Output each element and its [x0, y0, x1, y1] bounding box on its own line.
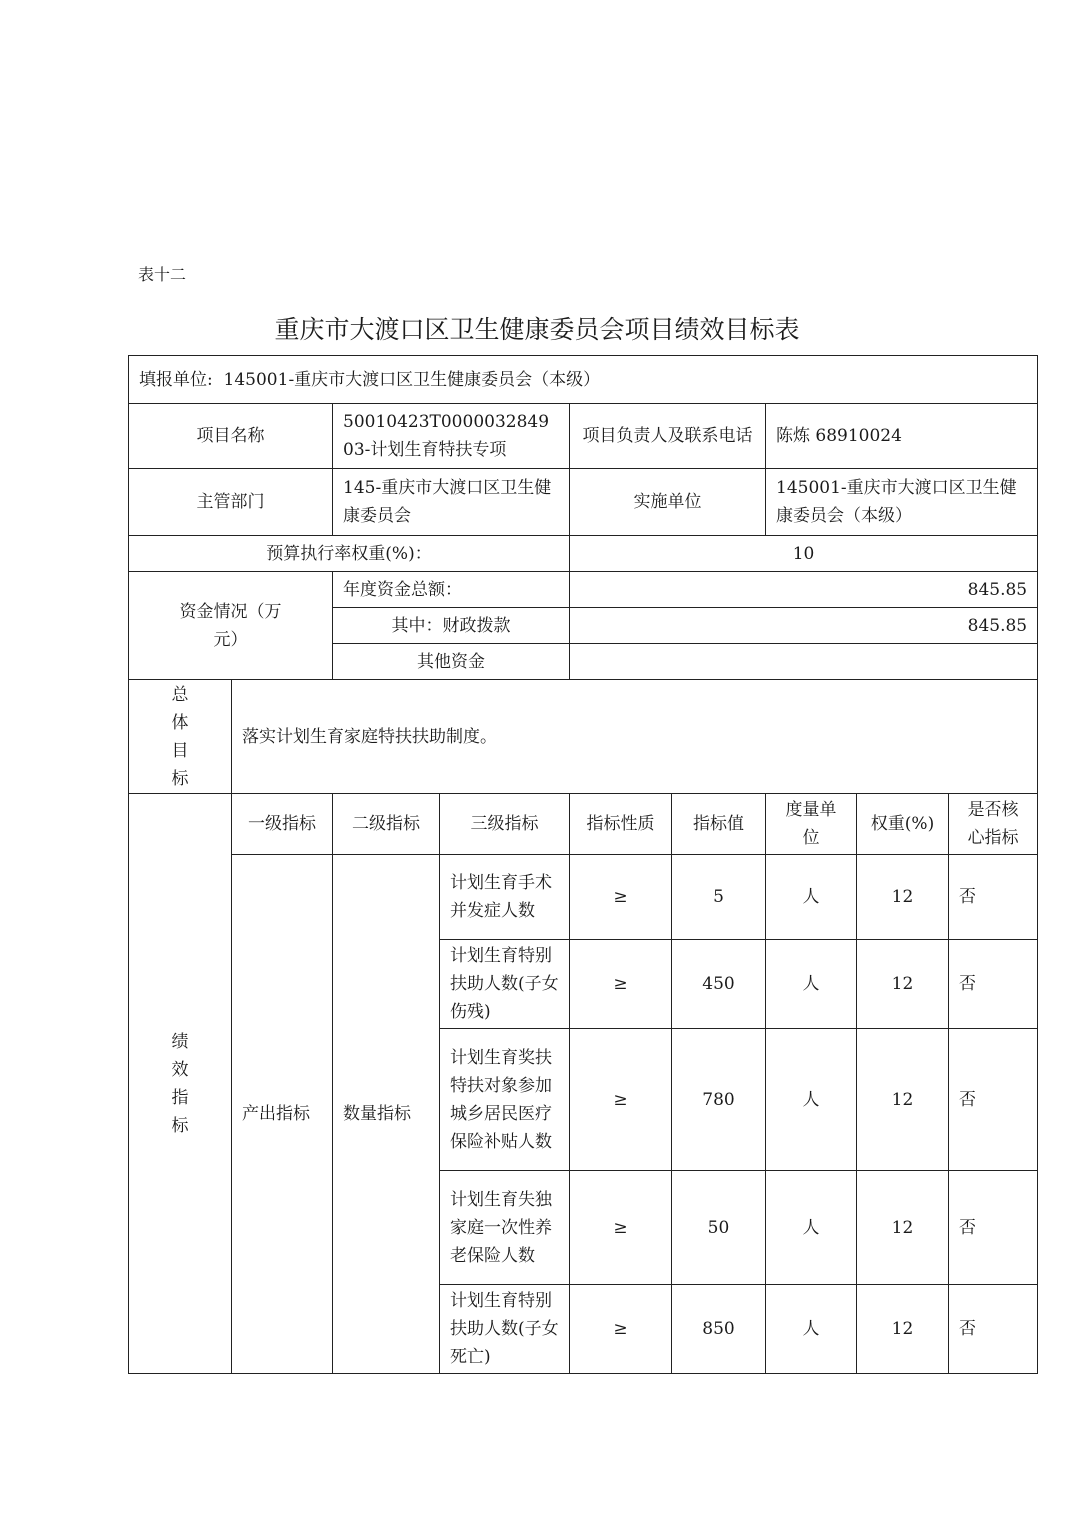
nature-cell: ≥: [570, 1171, 672, 1285]
header-level1: 一级指标: [232, 794, 333, 855]
department-value: 145-重庆市大渡口区卫生健康委员会: [333, 469, 570, 536]
nature-cell: ≥: [570, 1285, 672, 1374]
impl-unit-value: 145001-重庆市大渡口区卫生健康委员会（本级）: [766, 469, 1038, 536]
funds-fiscal-label: 其中：财政拨款: [333, 608, 570, 644]
nature-cell: ≥: [570, 940, 672, 1029]
weight-cell: 12: [857, 855, 949, 940]
weight-cell: 12: [857, 940, 949, 1029]
project-name-label: 项目名称: [129, 404, 333, 469]
value-cell: 50: [672, 1171, 766, 1285]
weight-cell: 12: [857, 1171, 949, 1285]
core-cell: 否: [949, 1285, 1038, 1374]
level3-cell: 计划生育特别扶助人数(子女伤残): [440, 940, 570, 1029]
funds-label: 资金情况（万元）: [129, 572, 333, 680]
header-nature: 指标性质: [570, 794, 672, 855]
value-cell: 780: [672, 1029, 766, 1171]
unit-cell: 人: [766, 1029, 857, 1171]
level2-cell: 数量指标: [333, 855, 440, 1374]
table-caption: 表十二: [138, 265, 187, 284]
level3-cell: 计划生育特别扶助人数(子女死亡): [440, 1285, 570, 1374]
table-row: [129, 855, 1038, 940]
performance-target-table: [128, 355, 1038, 1374]
level3-cell: 计划生育手术并发症人数: [440, 855, 570, 940]
page-title: 重庆市大渡口区卫生健康委员会项目绩效目标表: [274, 315, 800, 344]
contact-label: 项目负责人及联系电话: [570, 404, 766, 469]
goal-value: 落实计划生育家庭特扶扶助制度。: [232, 680, 1038, 794]
value-cell: 5: [672, 855, 766, 940]
header-unit: 度量单位: [766, 794, 857, 855]
value-cell: 850: [672, 1285, 766, 1374]
funds-other-value: [570, 644, 1038, 680]
funds-other-label: 其他资金: [333, 644, 570, 680]
header-value: 指标值: [672, 794, 766, 855]
header-weight: 权重(%): [857, 794, 949, 855]
header-core: 是否核心指标: [949, 794, 1038, 855]
unit-cell: 人: [766, 1171, 857, 1285]
funds-fiscal-value: 845.85: [570, 608, 1038, 644]
fill-unit-label: 填报单位:: [139, 369, 213, 390]
funds-total-value: 845.85: [570, 572, 1038, 608]
unit-cell: 人: [766, 940, 857, 1029]
weight-cell: 12: [857, 1029, 949, 1171]
nature-cell: ≥: [570, 855, 672, 940]
department-label: 主管部门: [129, 469, 333, 536]
unit-cell: 人: [766, 1285, 857, 1374]
header-level3: 三级指标: [440, 794, 570, 855]
nature-cell: ≥: [570, 1029, 672, 1171]
core-cell: 否: [949, 940, 1038, 1029]
contact-value: 陈炼 68910024: [766, 404, 1038, 469]
budget-weight-value: 10: [570, 536, 1038, 572]
level3-cell: 计划生育奖扶特扶对象参加城乡居民医疗保险补贴人数: [440, 1029, 570, 1171]
weight-cell: 12: [857, 1285, 949, 1374]
header-level2: 二级指标: [333, 794, 440, 855]
project-name-value: 50010423T000003284903-计划生育特扶专项: [333, 404, 570, 469]
core-cell: 否: [949, 855, 1038, 940]
indicators-label: 绩效指标: [129, 794, 232, 1374]
core-cell: 否: [949, 1029, 1038, 1171]
level3-cell: 计划生育失独家庭一次性养老保险人数: [440, 1171, 570, 1285]
funds-total-label: 年度资金总额：: [333, 572, 570, 608]
goal-label: 总体目标: [129, 680, 232, 794]
level1-cell: 产出指标: [232, 855, 333, 1374]
fill-unit-row: [129, 356, 1038, 404]
fill-unit-value: 145001-重庆市大渡口区卫生健康委员会（本级）: [223, 369, 601, 390]
impl-unit-label: 实施单位: [570, 469, 766, 536]
value-cell: 450: [672, 940, 766, 1029]
unit-cell: 人: [766, 855, 857, 940]
core-cell: 否: [949, 1171, 1038, 1285]
budget-weight-label: 预算执行率权重(%)：: [129, 536, 570, 572]
